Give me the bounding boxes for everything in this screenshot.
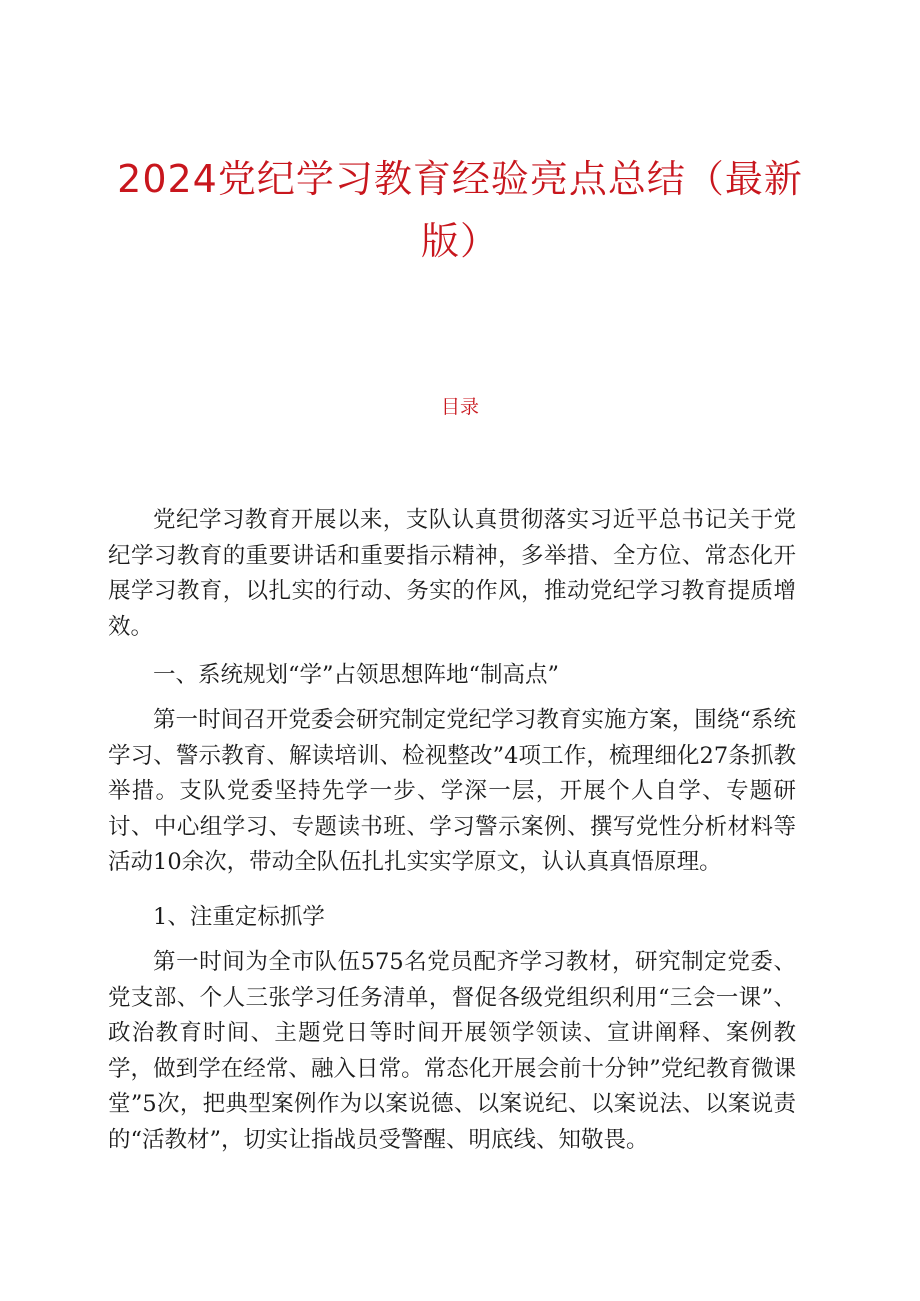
section-1-heading: 一、系统规划“学”占领思想阵地“制高点” — [153, 662, 560, 688]
toc-label: 目录 — [440, 396, 479, 418]
section-1-paragraph: 第一时间召开党委会研究制定党纪学习教育实施方案，围绕“系统学习、警示教育、解读培训、检视整改”4项工作，梳理细化27条抓教举措。支队党委坚持先学一步、学深一层，开展个人自学、专题研讨、中心组学习、专题读书班、学习警示案例、撰写党性分析材料等活动10余次，带动全队伍扎扎实实学原文，认认真真悟原理。 — [108, 707, 796, 875]
document-title: 2024党纪学习教育经验亮点总结（最新版） — [117, 157, 803, 263]
subsection-1-heading: 1、注重定标抓学 — [153, 904, 325, 930]
subsection-1-paragraph: 第一时间为全市队伍575名党员配齐学习教材，研究制定党委、党支部、个人三张学习任务清单，督促各级党组织利用“三会一课”、政治教育时间、主题党日等时间开展领学领读、宣讲阐释、案例教学，做到学在经常、融入日常。常态化开展会前十分钟”党纪教育微课堂”5次，把典型案例作为以案说德、以案说纪、以案说法、以案说责的“活教材”，切实让指战员受警醒、明底线、知敬畏。 — [108, 949, 796, 1153]
intro-paragraph: 党纪学习教育开展以来，支队认真贯彻落实习近平总书记关于党纪学习教育的重要讲话和重要指示精神，多举措、全方位、常态化开展学习教育，以扎实的行动、务实的作风，推动党纪学习教育提质增效。 — [108, 507, 796, 640]
